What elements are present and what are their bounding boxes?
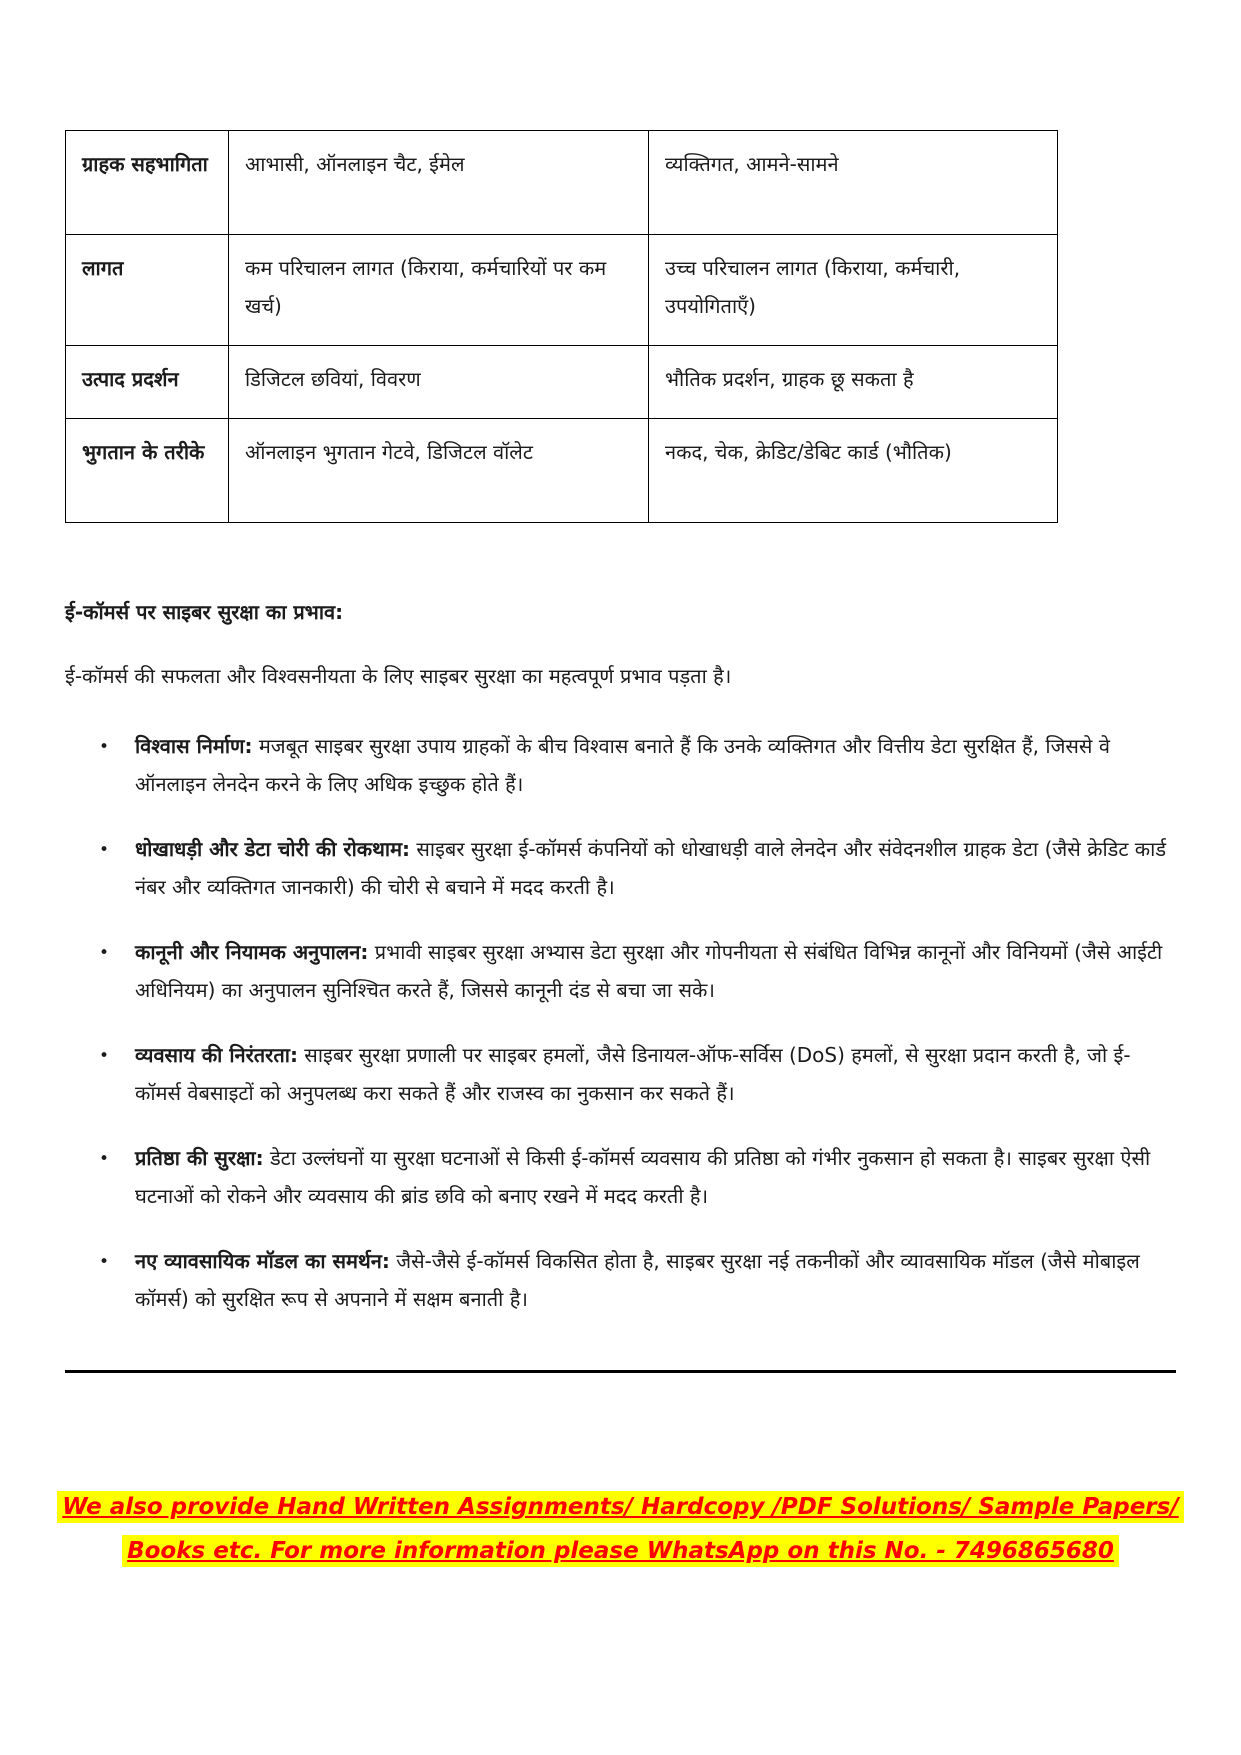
bullet-item <box>65 933 1176 1009</box>
bullet-text: प्रभावी साइबर सुरक्षा अभ्यास डेटा सुरक्षा और गोपनीयता से संबंधित विभिन्न कानूनों और विनियमों (जैसे आईटी अधिनियम) का अनुपालन सुनिश्चित करते हैं, जिससे कानूनी दंड से बचा जा सके। <box>135 940 1163 1002</box>
bullet-list <box>65 727 1176 1318</box>
section-heading: ई-कॉमर्स पर साइबर सुरक्षा का प्रभाव: <box>65 600 344 624</box>
table-row <box>66 131 1058 235</box>
bullet-label: विश्वास निर्माण: <box>135 734 253 758</box>
table-cell: भौतिक प्रदर्शन, ग्राहक छू सकता है <box>649 346 1058 419</box>
bullet-label: व्यवसाय की निरंतरता: <box>135 1043 298 1067</box>
bullet-text: जैसे-जैसे ई-कॉमर्स विकसित होता है, साइबर सुरक्षा नई तकनीकों और व्यावसायिक मॉडल (जैसे मोबाइल कॉमर्स) को सुरक्षित रूप से अपनाने में सक्षम बनाती है। <box>135 1249 1140 1311</box>
table-cell-header: लागत <box>66 235 229 346</box>
footer-note-line2 <box>0 1531 1241 1571</box>
table-cell: ऑनलाइन भुगतान गेटवे, डिजिटल वॉलेट <box>229 419 649 523</box>
table-cell: डिजिटल छवियां, विवरण <box>229 346 649 419</box>
footer-note <box>0 1487 1241 1575</box>
bullet-label: प्रतिष्ठा की सुरक्षा: <box>135 1146 264 1170</box>
table-cell-header: उत्पाद प्रदर्शन <box>66 346 229 419</box>
bullet-item <box>65 830 1176 906</box>
bullet-text: मजबूत साइबर सुरक्षा उपाय ग्राहकों के बीच विश्वास बनाते हैं कि उनके व्यक्तिगत और वित्तीय डेटा सुरक्षित हैं, जिससे वे ऑनलाइन लेनदेन करने के लिए अधिक इच्छुक होते हैं। <box>135 734 1110 796</box>
table-cell-header: ग्राहक सहभागिता <box>66 131 229 235</box>
intro-paragraph: ई-कॉमर्स की सफलता और विश्वसनीयता के लिए साइबर सुरक्षा का महत्वपूर्ण प्रभाव पड़ता है। <box>65 664 732 688</box>
table-cell-header: भुगतान के तरीके <box>66 419 229 523</box>
bullet-item <box>65 1242 1176 1318</box>
bullet-text: डेटा उल्लंघनों या सुरक्षा घटनाओं से किसी ई-कॉमर्स व्यवसाय की प्रतिष्ठा को गंभीर नुकसान हो सकता है। साइबर सुरक्षा ऐसी घटनाओं को रोकने और व्यवसाय की ब्रांड छवि को बनाए रखने में मदद करती है। <box>135 1146 1151 1208</box>
footer-note-line1 <box>0 1487 1241 1527</box>
bullet-item <box>65 727 1176 803</box>
divider <box>65 1370 1176 1373</box>
footer-highlight-text: Books etc. For more information please WhatsApp on this No. - 7496865680 <box>122 1535 1119 1567</box>
table-row <box>66 346 1058 419</box>
bullet-label: धोखाधड़ी और डेटा चोरी की रोकथाम: <box>135 837 411 861</box>
bullet-label: कानूनी और नियामक अनुपालन: <box>135 940 369 964</box>
table-row <box>66 235 1058 346</box>
comparison-table <box>65 130 1058 523</box>
bullet-item <box>65 1139 1176 1215</box>
table-cell: आभासी, ऑनलाइन चैट, ईमेल <box>229 131 649 235</box>
table-cell: कम परिचालन लागत (किराया, कर्मचारियों पर कम खर्च) <box>229 235 649 346</box>
table-cell: नकद, चेक, क्रेडिट/डेबिट कार्ड (भौतिक) <box>649 419 1058 523</box>
table-cell: व्यक्तिगत, आमने-सामने <box>649 131 1058 235</box>
bullet-text: साइबर सुरक्षा प्रणाली पर साइबर हमलों, जैसे डिनायल-ऑफ-सर्विस (DoS) हमलों, से सुरक्षा प्रदान करती है, जो ई-कॉमर्स वेबसाइटों को अनुपलब्ध करा सकते हैं और राजस्व का नुकसान कर सकते हैं। <box>135 1043 1131 1105</box>
table-cell: उच्च परिचालन लागत (किराया, कर्मचारी, उपयोगिताएँ) <box>649 235 1058 346</box>
bullet-text: साइबर सुरक्षा ई-कॉमर्स कंपनियों को धोखाधड़ी वाले लेनदेन और संवेदनशील ग्राहक डेटा (जैसे क्रेडिट कार्ड नंबर और व्यक्तिगत जानकारी) की चोरी से बचाने में मदद करती है। <box>135 837 1167 899</box>
bullet-item <box>65 1036 1176 1112</box>
footer-highlight-text: We also provide Hand Written Assignments/ Hardcopy /PDF Solutions/ Sample Papers/ <box>57 1491 1183 1523</box>
table-row <box>66 419 1058 523</box>
bullet-label: नए व्यावसायिक मॉडल का समर्थन: <box>135 1249 390 1273</box>
